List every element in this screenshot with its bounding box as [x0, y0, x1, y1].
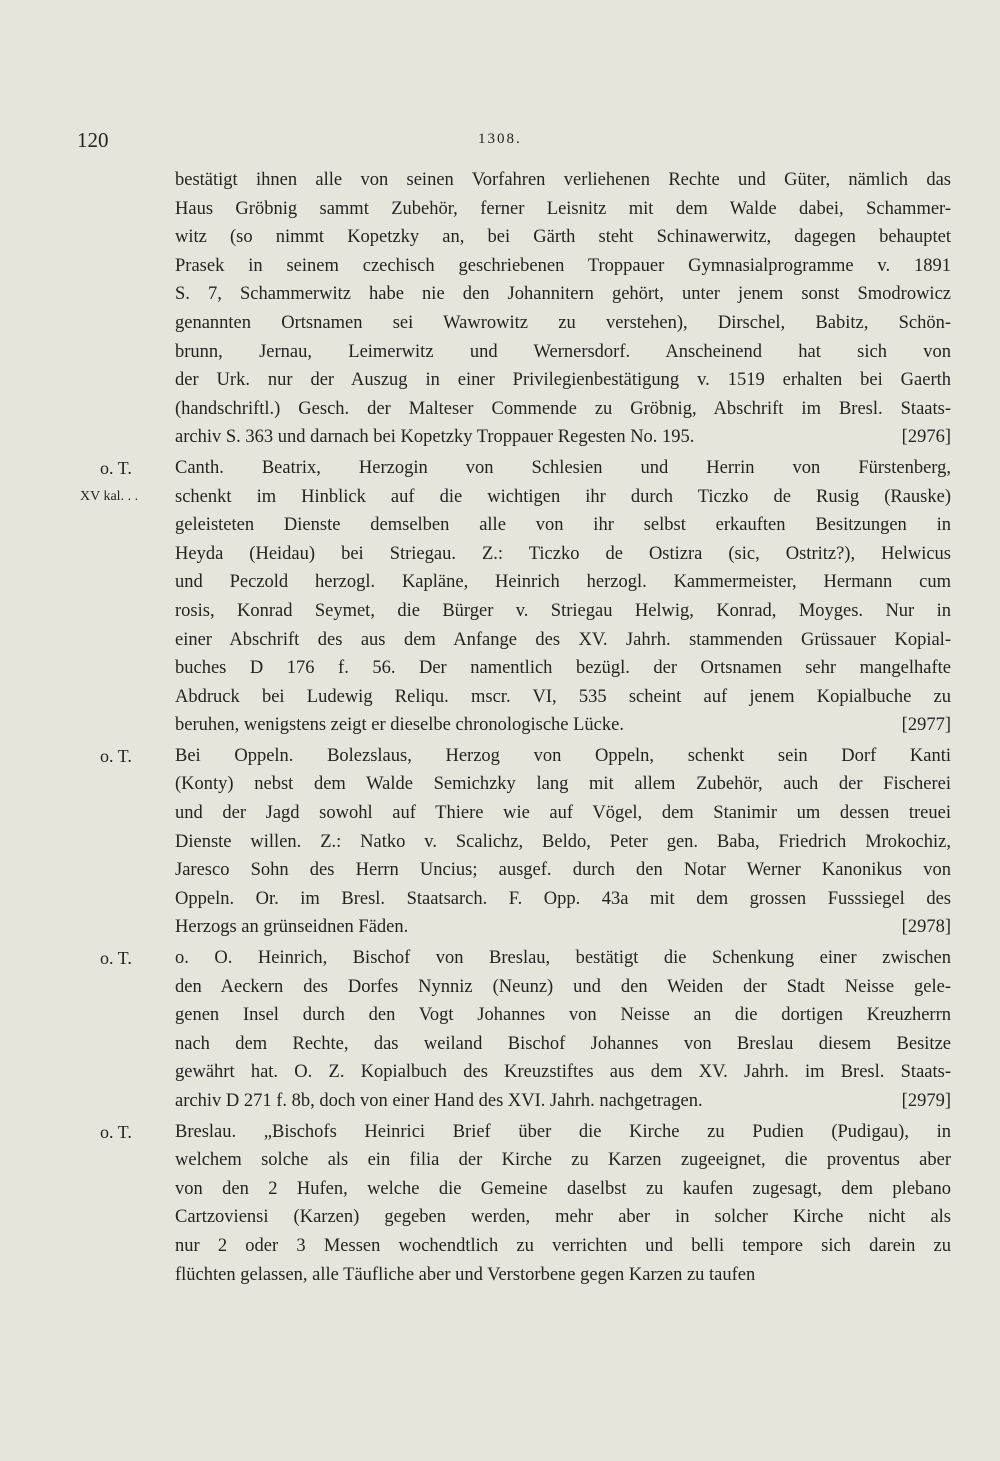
entry-number: [2978] [901, 917, 951, 938]
text-line [0, 1261, 1000, 1290]
line-text: witz (so nimmt Kopetzky an, bei Gärth steht Schinawerwitz, dagegen behauptet [175, 227, 951, 248]
line-text: welchem solche als ein filia der Kirche zu Karzen zugeeignet, die proventus aber [175, 1150, 951, 1171]
text-line [0, 1058, 1000, 1087]
regest-entry [0, 454, 1000, 740]
text-line [0, 483, 1000, 512]
line-text: Dienste willen. Z.: Natko v. Scalichz, Beldo, Peter gen. Baba, Friedrich Mrokochiz, [175, 831, 951, 852]
line-text: bestätigt ihnen alle von seinen Vorfahren verliehenen Rechte und Güter, nämlich das [175, 170, 951, 190]
line-text: einer Abschrift des aus dem Anfange des XV. Jahrh. stammenden Grüssauer Kopial- [175, 629, 951, 650]
text-line [0, 913, 1000, 942]
line-text: Bei Oppeln. Bolezslaus, Herzog von Oppeln, schenkt sein Dorf Kanti [175, 745, 951, 766]
text-line [0, 280, 1000, 309]
text-line [0, 309, 1000, 338]
line-text: o. O. Heinrich, Bischof von Breslau, bestätigt die Schenkung einer zwischen [175, 948, 951, 969]
line-text: und Peczold herzogl. Kapläne, Heinrich herzogl. Kammermeister, Hermann cum [175, 572, 951, 593]
line-text: (Konty) nebst dem Walde Semichzky lang mit allem Zubehör, auch der Fischerei [175, 774, 951, 795]
text-line [0, 885, 1000, 914]
text-line [0, 1146, 1000, 1175]
date-margin-subnote: XV kal. . . [80, 488, 139, 504]
text-line [0, 1203, 1000, 1232]
text-line [0, 828, 1000, 857]
text-line [0, 1001, 1000, 1030]
text-line [0, 568, 1000, 597]
text-line [0, 799, 1000, 828]
regest-entry [0, 944, 1000, 1116]
text-line [0, 252, 1000, 281]
date-margin-note: o. T. [100, 457, 132, 478]
regesta-text [0, 166, 1000, 1291]
entry-number: [2976] [901, 427, 951, 448]
line-text: Herzogs an grünseidnen Fäden. [175, 917, 409, 938]
text-line [0, 195, 1000, 224]
text-line [0, 1118, 1000, 1147]
line-text: Oppeln. Or. im Bresl. Staatsarch. F. Opp. 43a mit dem grossen Fusssiegel des [175, 888, 951, 909]
text-line [0, 366, 1000, 395]
text-line [0, 1232, 1000, 1261]
text-line [0, 973, 1000, 1002]
text-line [0, 1030, 1000, 1059]
text-line [0, 166, 1000, 195]
line-text: brunn, Jernau, Leimerwitz und Wernersdorf. Anscheinend hat sich von [175, 341, 951, 362]
date-margin-note: o. T. [100, 948, 132, 969]
text-line [0, 683, 1000, 712]
text-line [0, 223, 1000, 252]
line-text: von den 2 Hufen, welche die Gemeine daselbst zu kaufen zugesagt, dem plebano [175, 1178, 951, 1199]
text-line [0, 454, 1000, 483]
text-line [0, 395, 1000, 424]
line-text: geleisteten Dienste demselben alle von ihr selbst erkauften Besitzungen in [175, 515, 951, 536]
line-text: Prasek in seinem czechisch geschriebenen Troppauer Gymnasialprogramme v. 1891 [175, 255, 951, 276]
line-text: Jaresco Sohn des Herrn Uncius; ausgef. durch den Notar Werner Kanonikus von [175, 860, 951, 881]
running-title: 1308. [478, 131, 522, 147]
date-margin-note: o. T. [100, 1121, 132, 1142]
line-text: gewährt hat. O. Z. Kopialbuch des Kreuzstiftes aus dem XV. Jahrh. im Bresl. Staats- [175, 1062, 951, 1083]
text-line [0, 626, 1000, 655]
entry-number: [2979] [901, 1091, 951, 1111]
text-line [0, 540, 1000, 569]
page-number: 120 [77, 128, 109, 152]
line-text: rosis, Konrad Seymet, die Bürger v. Striegau Helwig, Konrad, Moyges. Nur in [175, 600, 951, 621]
line-text: buches D 176 f. 56. Der namentlich bezügl. der Ortsnamen sehr mangelhafte [175, 658, 951, 679]
line-text: Haus Gröbnig sammt Zubehör, ferner Leisnitz mit dem Walde dabei, Schammer- [175, 198, 951, 219]
line-text: Abdruck bei Ludewig Reliqu. mscr. VI, 535 scheint auf jenem Kopialbuche zu [175, 686, 951, 707]
line-text: beruhen, wenigstens zeigt er dieselbe chronologische Lücke. [175, 715, 624, 736]
line-text: Canth. Beatrix, Herzogin von Schlesien und Herrin von Fürstenberg, [175, 457, 951, 478]
regest-entry [0, 166, 1000, 452]
line-text: Heyda (Heidau) bei Striegau. Z.: Ticzko de Ostizra (sic, Ostritz?), Helwicus [175, 543, 951, 564]
line-text: nach dem Rechte, das weiland Bischof Johannes von Breslau diesem Besitze [175, 1033, 951, 1054]
running-head [0, 128, 1000, 158]
text-line [0, 423, 1000, 452]
line-text: S. 7, Schammerwitz habe nie den Johannitern gehört, unter jenem sonst Smodrowicz [175, 284, 951, 305]
text-line [0, 597, 1000, 626]
text-line [0, 711, 1000, 740]
text-line [0, 1087, 1000, 1116]
line-text: genannten Ortsnamen sei Wawrowitz zu verstehen), Dirschel, Babitz, Schön- [175, 312, 951, 333]
regest-entry [0, 1118, 1000, 1290]
text-line [0, 770, 1000, 799]
line-text: flüchten gelassen, alle Täufliche aber und Verstorbene gegen Karzen zu taufen [175, 1264, 756, 1285]
line-text: den Aeckern des Dorfes Nynniz (Neunz) und den Weiden der Stadt Neisse gele- [175, 976, 951, 997]
text-line [0, 944, 1000, 973]
line-text: archiv D 271 f. 8b, doch von einer Hand des XVI. Jahrh. nachgetragen. [175, 1091, 703, 1111]
line-text: Breslau. „Bischofs Heinrici Brief über die Kirche zu Pudien (Pudigau), in [175, 1121, 951, 1142]
line-text: genen Insel durch den Vogt Johannes von Neisse an die dortigen Kreuzherrn [175, 1005, 951, 1026]
text-line [0, 742, 1000, 771]
date-margin-note: o. T. [100, 745, 132, 766]
line-text: Cartzoviensi (Karzen) gegeben werden, mehr aber in solcher Kirche nicht als [175, 1207, 951, 1228]
text-line [0, 1175, 1000, 1204]
text-line [0, 856, 1000, 885]
line-text: nur 2 oder 3 Messen wochendtlich zu verrichten und belli tempore sich darein zu [175, 1235, 951, 1256]
text-line [0, 511, 1000, 540]
line-text: und der Jagd sowohl auf Thiere wie auf Vögel, dem Stanimir um dessen treuei [175, 803, 951, 824]
line-text: der Urk. nur der Auszug in einer Privilegienbestätigung v. 1519 erhalten bei Gaerth [175, 370, 951, 391]
text-line [0, 338, 1000, 367]
line-text: schenkt im Hinblick auf die wichtigen ihr durch Ticzko de Rusig (Rauske) [175, 486, 951, 507]
regest-entry [0, 742, 1000, 942]
line-text: (handschriftl.) Gesch. der Malteser Commende zu Gröbnig, Abschrift im Bresl. Staats- [175, 398, 951, 419]
line-text: archiv S. 363 und darnach bei Kopetzky Troppauer Regesten No. 195. [175, 427, 695, 448]
entry-number: [2977] [901, 715, 951, 736]
text-line [0, 654, 1000, 683]
